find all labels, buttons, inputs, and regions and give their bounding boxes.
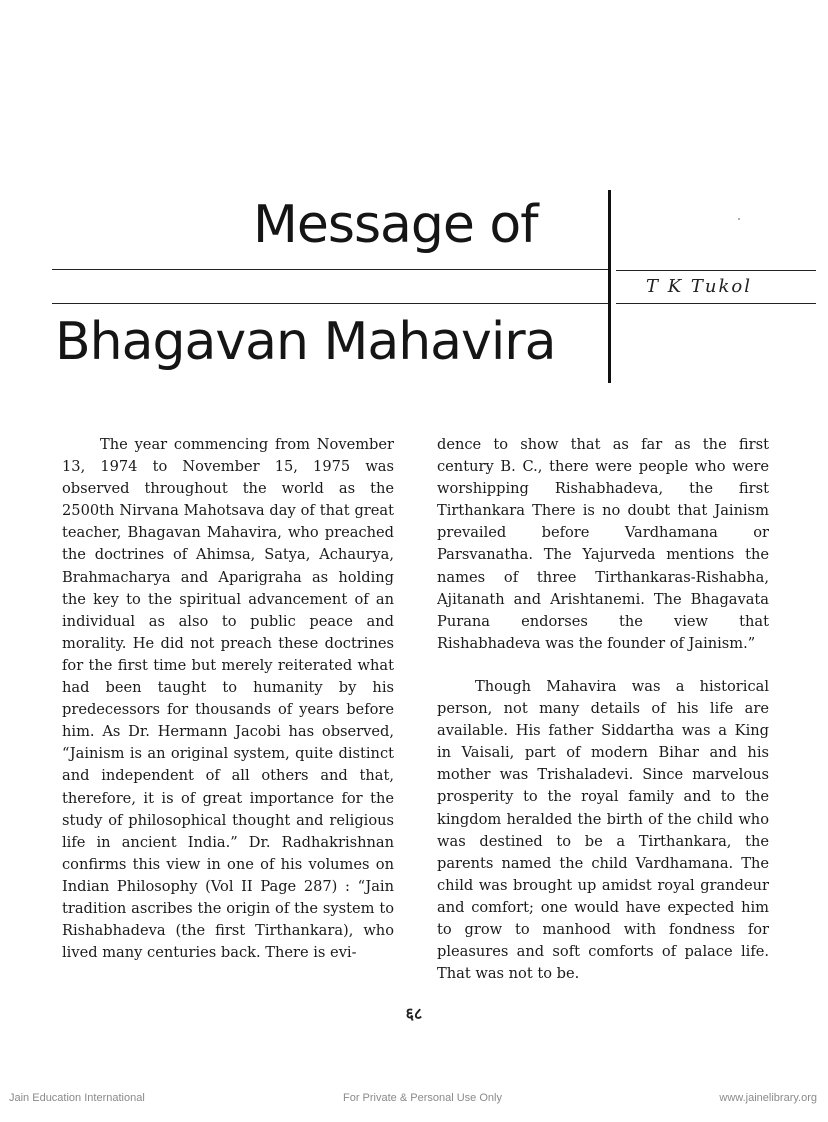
- body-column-right: [437, 434, 769, 985]
- print-speck: [738, 218, 740, 220]
- page-number: ६८: [405, 1004, 423, 1023]
- footer-website-link[interactable]: www.jainelibrary.org: [719, 1092, 817, 1104]
- footer-usage-note: For Private & Personal Use Only: [343, 1092, 502, 1104]
- footer-publisher: Jain Education International: [9, 1092, 145, 1104]
- title-rule-bottom: [52, 303, 608, 304]
- body-paragraph: The year commencing from November 13, 1974 to November 15, 1975 was observed throughout the world as the 2500th Nirvana Mahotsava day of that great teacher, Bhagavan Mahavira, who preached the doctrines of Ahimsa, Satya, Achaurya, Brahmacharya and Aparigraha as holding the key to the spiritual advancement of an individual as also to public peace and morality. He did not preach these doctrines for the first time but merely reiterated what had been taught to humanity by his predecessors for thousands of years before him. As Dr. Hermann Jacobi has observed, “Jainism is an original system, quite distinct and independent of all others and that, therefore, it is of great importance for the study of philosophical thought and religious life in ancient India.” Dr. Radhakrishnan confirms this view in one of his volumes on Indian Philosophy (Vol II Page 287) : “Jain tradition ascribes the origin of the system to Rishabhadeva (the first Tirthankara), who lived many centuries back. There is evi-: [62, 436, 394, 962]
- article-title-line-1: Message of: [253, 195, 538, 255]
- author-byline: T K Tukol: [646, 276, 752, 297]
- body-column-left: [62, 434, 394, 964]
- title-rule-top: [52, 269, 608, 270]
- author-rule-bottom: [616, 303, 816, 304]
- title-vertical-divider: [608, 190, 611, 383]
- article-title-line-2: Bhagavan Mahavira: [55, 312, 556, 372]
- body-paragraph: Though Mahavira was a historical person, not many details of his life are available. His father Siddartha was a King in Vaisali, part of modern Bihar and his mother was Trishaladevi. Since marvelous prosperity to the royal family and to the kingdom heralded the birth of the child who was destined to be a Tirthankara, the parents named the child Vardhamana. The child was brought up amidst royal grandeur and comfort; one would have expected him to grow to manhood with fondness for pleasures and soft comforts of palace life. That was not to be.: [437, 677, 769, 983]
- author-rule-top: [616, 270, 816, 271]
- body-paragraph-continued: dence to show that as far as the first century B. C., there were people who were worshipping Rishabhadeva, the first Tirthankara There is no doubt that Jainism prevailed before Vardhamana or Parsvanatha. The Yajurveda mentions the names of three Tirthankaras-Rishabha, Ajitanath and Arishtanemi. The Bhagavata Purana endorses the view that Rishabhadeva was the founder of Jainism.”: [437, 436, 769, 652]
